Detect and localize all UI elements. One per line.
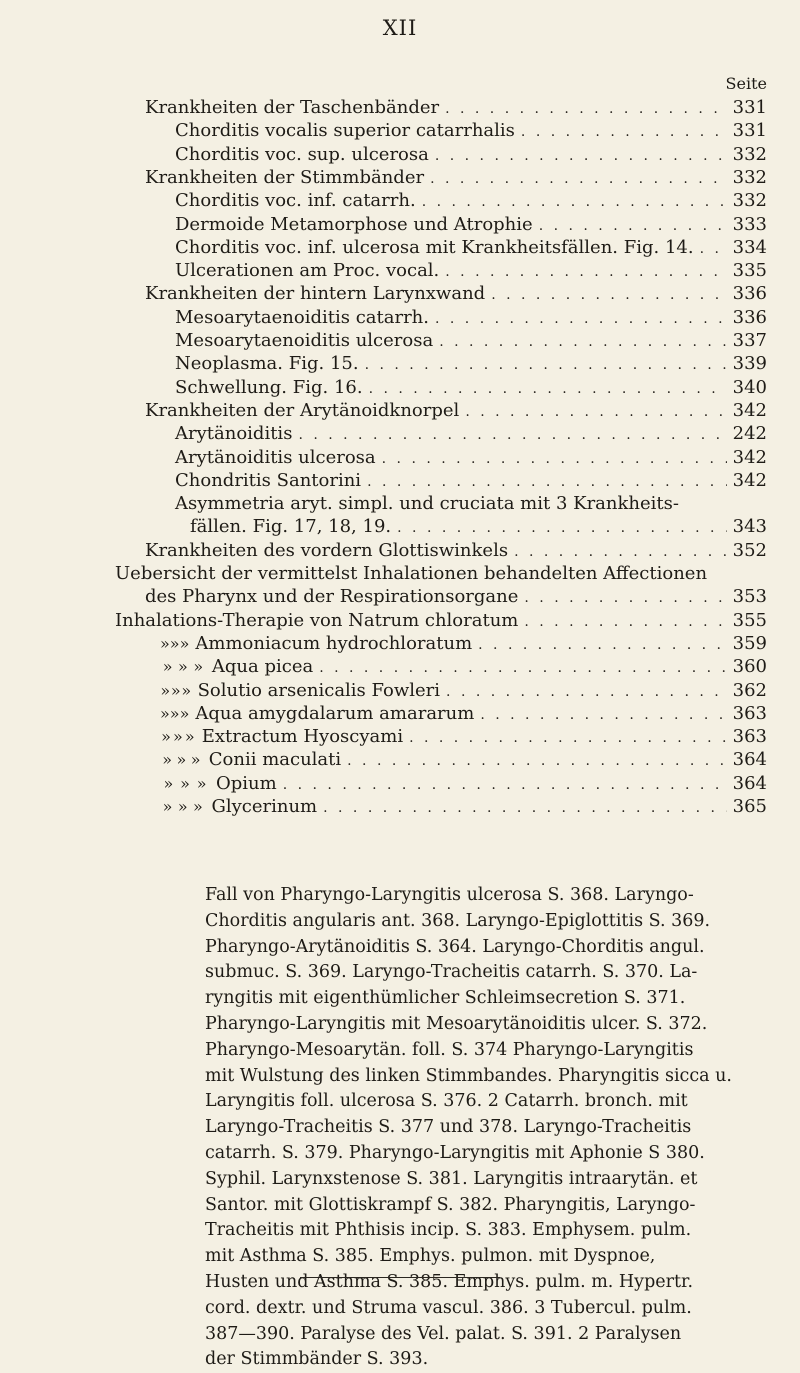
toc-page-number: 340: [732, 376, 767, 398]
toc-page-number: 332: [732, 166, 767, 188]
toc-entry-label: Glycerinum: [211, 796, 318, 817]
toc-entry-inhalation: [160, 654, 767, 680]
toc-entry: [175, 421, 767, 447]
toc-entry: [190, 514, 767, 540]
toc-page-number: 362: [732, 679, 767, 701]
toc-page-number: 336: [732, 283, 767, 305]
toc-entry-label: Krankheiten der Stimmbänder: [145, 166, 425, 188]
toc-entry-label: Opium: [216, 772, 277, 794]
toc-page-number: 331: [732, 120, 767, 142]
toc-entry-label: Chorditis voc. inf. ulcerosa mit Krankheitsfällen. Fig. 14.: [175, 236, 694, 258]
toc-page-number: 353: [732, 586, 767, 608]
toc-entry-label: Mesoarytaenoiditis ulcerosa: [175, 330, 434, 351]
toc-entry: [175, 212, 767, 238]
toc-entry-label: Krankheiten der Taschenbänder: [145, 97, 440, 118]
ditto-mark: »: [162, 657, 173, 677]
toc-entry-label: des Pharynx und der Respirationsorgane: [145, 586, 519, 608]
toc-page-number: 342: [732, 399, 767, 421]
toc-page-number: 332: [732, 190, 767, 212]
toc-entry-label: Mesoarytaenoiditis catarrh.: [175, 306, 429, 328]
toc-page-number: 336: [732, 306, 767, 328]
ditto-mark: »: [180, 773, 190, 793]
ditto-mark: »: [181, 680, 192, 700]
toc-entry-label: Krankheiten der hintern Larynxwand: [145, 283, 486, 305]
toc-entry: [145, 538, 767, 564]
toc-entry-label: Asymmetria aryt. simpl. und cruciata mit 3 Krankheits-: [175, 493, 679, 515]
toc-entry-label: Aqua amygdalarum amararum: [195, 702, 475, 724]
toc-page-number: 343: [732, 516, 767, 538]
toc-entry-label: Dermoide Metamorphose und Atrophie: [175, 213, 533, 235]
toc-entry-inhalation: [160, 701, 767, 727]
toc-entry: [115, 608, 767, 634]
toc-entry-label: Krankheiten des vordern Glottiswinkels: [145, 539, 509, 561]
toc-page-number: 352: [732, 539, 767, 561]
toc-page-number: 334: [732, 236, 767, 258]
toc-entry-label: Krankheiten der Arytänoidknorpel: [145, 399, 460, 421]
toc-page-number: 364: [732, 772, 768, 794]
toc-page-number: 363: [732, 726, 767, 748]
toc-entry-label: Uebersicht der vermittelst Inhalationen behandelten Affectionen: [115, 563, 708, 584]
ditto-mark: »: [184, 727, 195, 747]
toc-page-number: 364: [732, 749, 767, 771]
toc-entry: [175, 351, 767, 377]
toc-entry: [145, 398, 767, 424]
ditto-mark: »: [160, 703, 170, 723]
toc-entry: [175, 375, 767, 401]
ditto-mark: »: [163, 773, 174, 793]
toc-entry: [145, 584, 767, 610]
toc-page-number: 242: [732, 423, 767, 445]
toc-entry-inhalation: [160, 747, 767, 773]
toc-entry: [175, 468, 767, 494]
ditto-mark: »: [193, 657, 204, 677]
toc-page-number: 355: [732, 609, 767, 631]
ditto-mark: »: [169, 633, 180, 653]
toc-page-number: 363: [732, 702, 767, 724]
toc-entry-label: Chorditis voc. inf. catarrh.: [175, 190, 416, 212]
ditto-mark: »: [179, 633, 190, 653]
toc-entry: [175, 235, 767, 261]
toc-entry: [175, 188, 767, 214]
toc-entry-label: Arytänoiditis: [175, 423, 293, 445]
seite-heading: Seite: [725, 74, 767, 93]
toc-page-number: 332: [732, 143, 767, 165]
ditto-mark: »: [179, 703, 190, 723]
ditto-mark: »: [160, 633, 170, 653]
ditto-mark: »: [177, 797, 188, 816]
ditto-mark: »: [161, 727, 171, 747]
toc-entry-inhalation: [160, 724, 767, 750]
ditto-mark: »: [178, 657, 188, 677]
toc-entry: [175, 258, 767, 284]
toc-page-number: 360: [732, 656, 767, 678]
toc-entry-label: Ammoniacum hydrochloratum: [195, 632, 473, 654]
toc-page-number: 339: [732, 353, 767, 375]
toc-entry-label: Chondritis Santorini: [175, 469, 362, 491]
toc-entry-label: Extractum Hyoscyami: [201, 726, 404, 748]
dot-leader: [323, 795, 727, 821]
toc-entry-inhalation: [160, 794, 767, 820]
toc-entry-label: Solutio arsenicalis Fowleri: [197, 679, 441, 701]
toc-entry-label: Inhalations-Therapie von Natrum chloratum: [115, 609, 519, 631]
toc-page-number: 331: [732, 97, 767, 118]
ditto-mark: »: [172, 727, 183, 747]
toc-entry: [175, 491, 767, 517]
toc-page-number: 335: [732, 260, 767, 282]
toc-page-number: 333: [732, 213, 767, 235]
ditto-mark: »: [190, 750, 201, 770]
toc-entry-label: Neoplasma. Fig. 15.: [175, 353, 359, 375]
toc-entry-inhalation: [160, 631, 767, 657]
toc-entry-label: Conii maculati: [208, 749, 342, 771]
toc-entry: [175, 305, 767, 331]
ditto-mark: »: [176, 750, 187, 770]
case-notes-paragraph: Fall von Pharyngo-Laryngitis ulcerosa S. 368. Laryngo- Chorditis angularis ant. 368. Laryngo-Epiglottitis S. 369. Pharyngo-Arytänoiditis S. 364. Laryngo-Chorditis angul. submuc. S. 369. Laryngo-Tracheitis catarrh. S. 370. La- ryngitis mit eigenthümlicher Schleimsecretion S. 371. Pharyngo-Laryngitis mit Mesoarytänoiditis ulcer. S. 372. Pharyngo-Mesoarytän. foll. S. 374 Pharyngo-Laryngitis mit Wulstung des linken Stimmbandes. Pharyngitis sicca u. Laryngitis foll. ulcerosa S. 376. 2 Catarrh. bronch. mit Laryngo-Tracheitis S. 377 und 378. Laryngo-Tracheitis catarrh. S. 379. Pharyngo-Laryngitis mit Aphonie S 380. Syphil. Larynxstenose S. 381. Laryngitis intraarytän. et Santor. mit Glottiskrampf S. 382. Pharyngitis, Laryngo- Tracheitis mit Phthisis incip. S. 383. Emphysem. pulm. mit Asthma S. 385. Emphys. pulmon. mit Dyspnoe, Husten und Asthma S. 385. Emphys. pulm. m. Hypertr. cord. dextr. und Struma vascul. 386. 3 Tubercul. pulm. 387—390. Paralyse des Vel. palat. S. 391. 2 Paralysen der Stimmbänder S. 393.: [205, 885, 732, 1370]
toc-entry-label: Chorditis voc. sup. ulcerosa: [175, 143, 429, 165]
closing-rule: [300, 1277, 500, 1278]
ditto-mark: »: [192, 797, 203, 816]
ditto-mark: »: [162, 750, 173, 770]
toc-entry-inhalation: [160, 771, 767, 797]
toc-entry: [175, 118, 767, 144]
toc-page-number: 365: [732, 796, 768, 817]
toc-entry-inhalation: [160, 678, 767, 704]
ditto-mark: »: [160, 680, 171, 700]
page-number: XII: [382, 16, 418, 40]
toc-entry: [175, 328, 767, 354]
toc-entry-label: Ulcerationen am Proc. vocal.: [175, 260, 440, 282]
toc-entry-label: fällen. Fig. 17, 18, 19.: [190, 516, 392, 538]
toc-entry: [145, 165, 767, 191]
ditto-mark: »: [196, 773, 207, 793]
ditto-mark: »: [162, 797, 173, 816]
toc-page-number: 342: [732, 446, 767, 468]
ditto-mark: »: [170, 680, 181, 700]
toc-entry: [175, 445, 767, 471]
toc-entry-label: Aqua picea: [211, 656, 314, 678]
toc-entry: [115, 561, 767, 587]
toc-page-number: 342: [732, 469, 767, 491]
toc-entry-label: Schwellung. Fig. 16.: [175, 376, 363, 398]
toc-entry: [175, 142, 767, 168]
toc-entry-label: Arytänoiditis ulcerosa: [175, 446, 376, 468]
toc-entry: [145, 95, 767, 121]
toc-page-number: 337: [732, 330, 767, 351]
ditto-mark: »: [169, 703, 180, 723]
toc-page-number: 359: [732, 632, 767, 654]
toc-entry: [145, 281, 767, 307]
toc-entry-label: Chorditis vocalis superior catarrhalis: [175, 120, 515, 142]
